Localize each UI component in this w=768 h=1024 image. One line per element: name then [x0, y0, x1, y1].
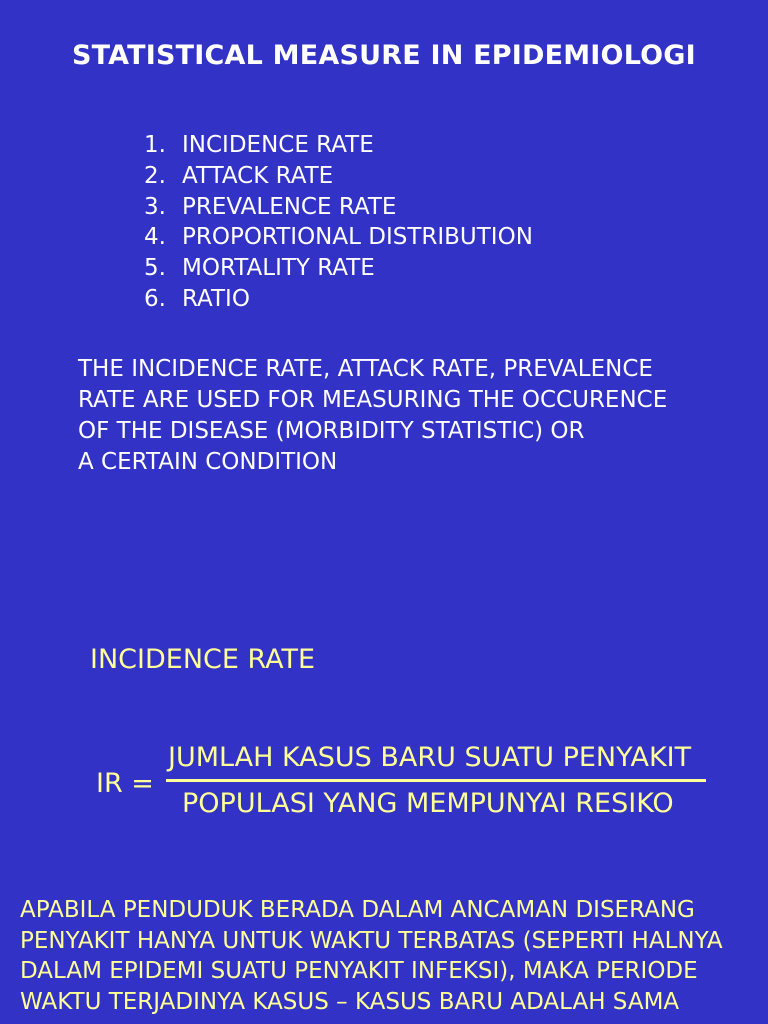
list-item-label: PREVALENCE RATE	[182, 193, 397, 220]
incidence-rate-heading: INCIDENCE RATE	[90, 644, 316, 675]
formula-numerator: JUMLAH KASUS BARU SUATU PENYAKIT	[168, 742, 692, 773]
explanation-line: DALAM EPIDEMI SUATU PENYAKIT INFEKSI), MAKA PERIODE	[20, 958, 698, 984]
list-item-number: 5.	[144, 255, 166, 282]
fraction-bar	[166, 779, 706, 782]
list-item-number: 1.	[144, 132, 166, 158]
explanation-line: APABILA PENDUDUK BERADA DALAM ANCAMAN DISERANG	[20, 897, 695, 923]
list-item-label: MORTALITY RATE	[182, 255, 375, 282]
slide-title: STATISTICAL MEASURE IN EPIDEMIOLOGI	[72, 40, 696, 71]
list-item-label: INCIDENCE RATE	[182, 132, 374, 158]
paragraph-line: RATE ARE USED FOR MEASURING THE OCCURENCE	[78, 387, 668, 413]
list-item-label: ATTACK RATE	[182, 162, 334, 189]
paragraph-line: OF THE DISEASE (MORBIDITY STATISTIC) OR	[78, 418, 585, 444]
explanation-line: PENYAKIT HANYA UNTUK WAKTU TERBATAS (SEPERTI HALNYA	[20, 927, 723, 954]
paragraph-line: THE INCIDENCE RATE, ATTACK RATE, PREVALENCE	[78, 356, 653, 382]
list-item	[144, 284, 533, 315]
list-item	[144, 161, 533, 192]
formula-denominator: POPULASI YANG MEMPUNYAI RESIKO	[182, 788, 674, 819]
list-item-number: 6.	[144, 285, 166, 312]
paragraph-line: A CERTAIN CONDITION	[78, 449, 338, 475]
list-item-number: 3.	[144, 193, 166, 220]
list-item	[144, 130, 533, 161]
description-paragraph	[78, 354, 667, 478]
list-item-label: RATIO	[182, 285, 250, 312]
list-item-number: 4.	[144, 224, 166, 251]
measures-list	[144, 130, 533, 315]
list-item-label: PROPORTIONAL DISTRIBUTION	[182, 224, 533, 251]
explanation-text	[20, 895, 723, 1017]
list-item	[144, 253, 533, 284]
list-item-number: 2.	[144, 162, 166, 189]
formula-lhs: IR =	[96, 768, 154, 799]
explanation-line: WAKTU TERJADINYA KASUS – KASUS BARU ADALAH SAMA	[20, 988, 680, 1015]
list-item	[144, 222, 533, 253]
list-item	[144, 192, 533, 223]
